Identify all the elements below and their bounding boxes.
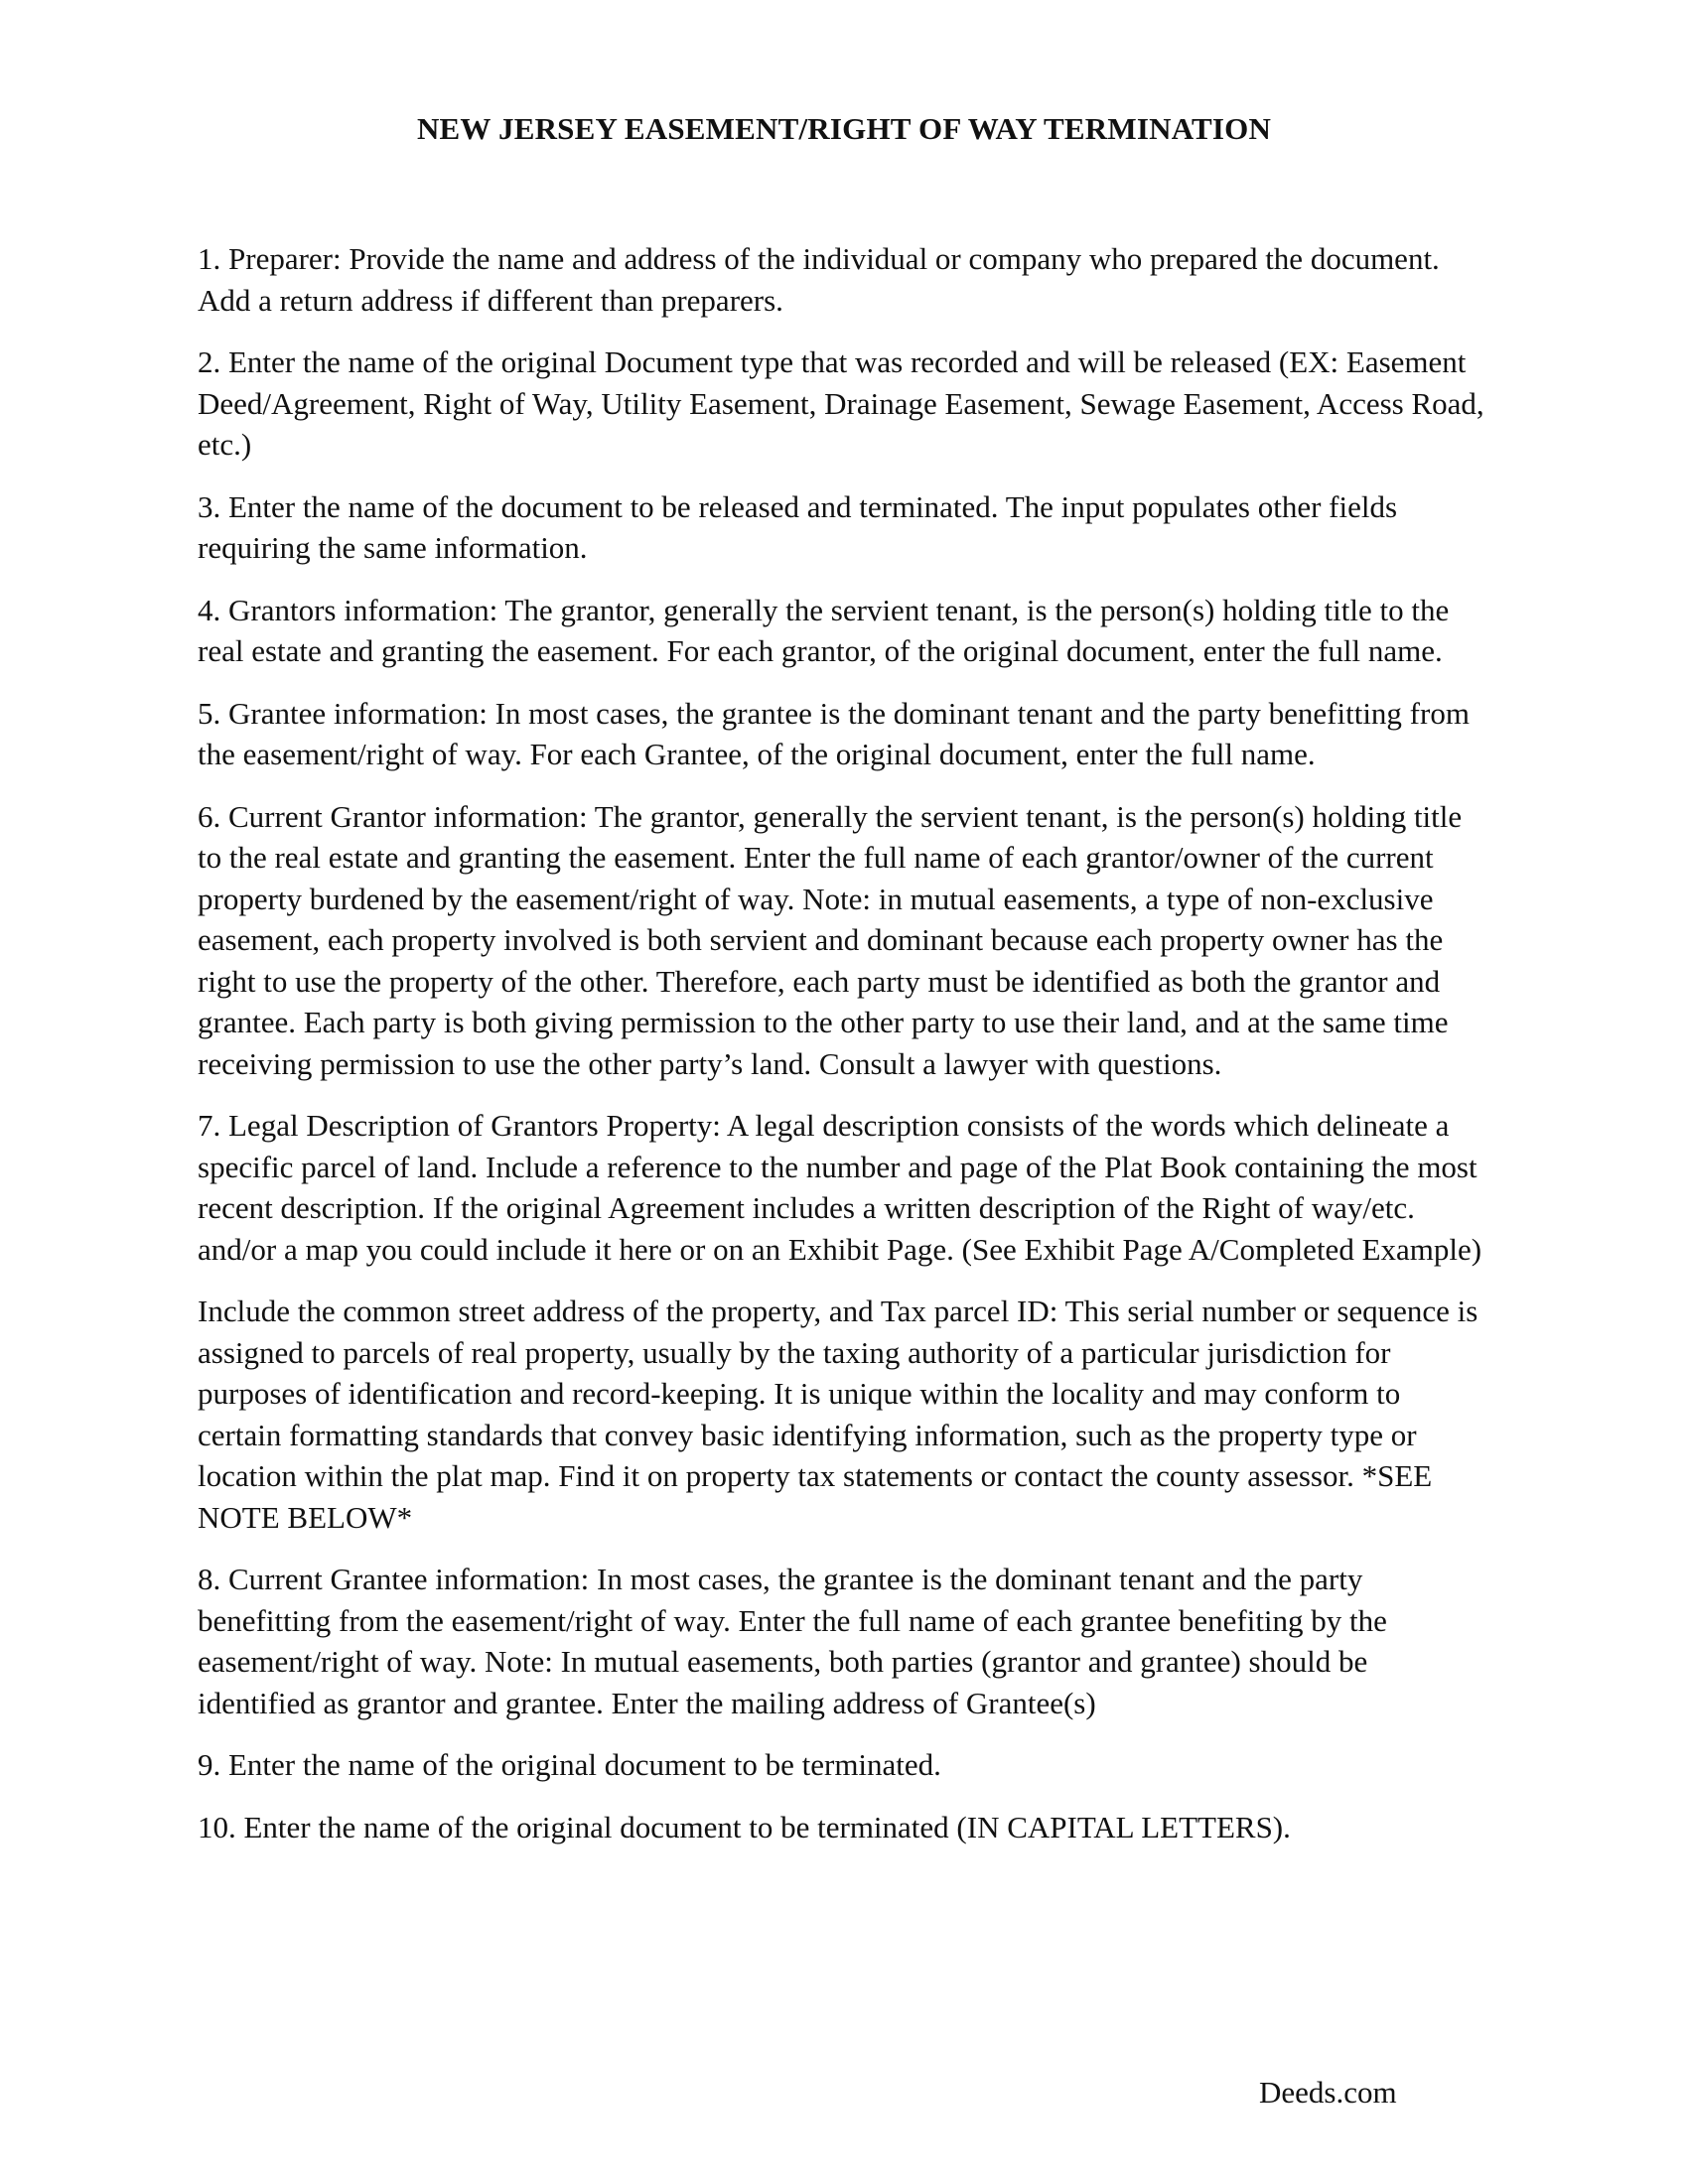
instruction-paragraph: 2. Enter the name of the original Document type that was recorded and will be released (EX: Easement Deed/Agreement, Right of Way, Utility Easement, Drainage Easement, Sewage Easement, Access Road, etc.) [198,344,1484,462]
document-title: NEW JERSEY EASEMENT/RIGHT OF WAY TERMINATION [416,111,1272,146]
instruction-paragraph: 8. Current Grantee information: In most cases, the grantee is the dominant tenant and the party benefitting from the easement/right of way. Enter the full name of each grantee benefiting by the easement/right of way. Note: In mutual easements, both parties (grantor and grantee) should be identified as grantor and grantee. Enter the mailing address of Grantee(s) [198,1562,1387,1720]
instruction-paragraph: 5. Grantee information: In most cases, the grantee is the dominant tenant and the party benefitting from the easement/right of way. For each Grantee, of the original document, enter the full name. [198,695,1470,771]
instruction-paragraph: 6. Current Grantor information: The grantor, generally the servient tenant, is the person(s) holding title to the real estate and granting the easement. Enter the full name of each grantor/owner of the current property burdened by the easement/right of way. Note: in mutual easements, a type of non-exclusive easement, each property involved is both servient and dominant because each property owner has the right to use the property of the other. Therefore, each party must be identified as both the grantor and grantee. Each party is both giving permission to the other party to use their land, and at the same time receiving permission to use the other party’s land. Consult a lawyer with questions. [198,798,1463,1081]
instruction-paragraph: 3. Enter the name of the document to be released and terminated. The input populates other fields requiring the same information. [198,488,1398,565]
instruction-paragraph: 9. Enter the name of the original document to be terminated. [198,1747,941,1782]
instruction-paragraph: 10. Enter the name of the original document to be terminated (IN CAPITAL LETTERS). [198,1809,1291,1844]
footer-brand: Deeds.com [1259,2075,1397,2110]
instruction-paragraph: 7. Legal Description of Grantors Property: A legal description consists of the words which delineate a specific parcel of land. Include a reference to the number and page of the Plat Book containing the most recent description. If the original Agreement includes a written description of the Right of way/etc. and/or a map you could include it here or on an Exhibit Page. (See Exhibit Page A/Completed Example) [198,1108,1482,1267]
instruction-paragraph: Include the common street address of the property, and Tax parcel ID: This serial number or sequence is assigned to parcels of real property, usually by the taxing authority of a particular jurisdiction for purposes of identification and record-keeping. It is unique within the locality and may conform to certain formatting standards that convey basic identifying information, such as the property type or location within the plat map. Find it on property tax statements or contact the county assessor. *SEE NOTE BELOW* [198,1294,1478,1535]
instruction-paragraph: 1. Preparer: Provide the name and address of the individual or company who prepared the document. Add a return address if different than preparers. [198,241,1440,318]
document-body [198,238,1490,1868]
instruction-paragraph: 4. Grantors information: The grantor, generally the servient tenant, is the person(s) holding title to the real estate and granting the easement. For each grantor, of the original document, enter the full name. [198,592,1450,668]
